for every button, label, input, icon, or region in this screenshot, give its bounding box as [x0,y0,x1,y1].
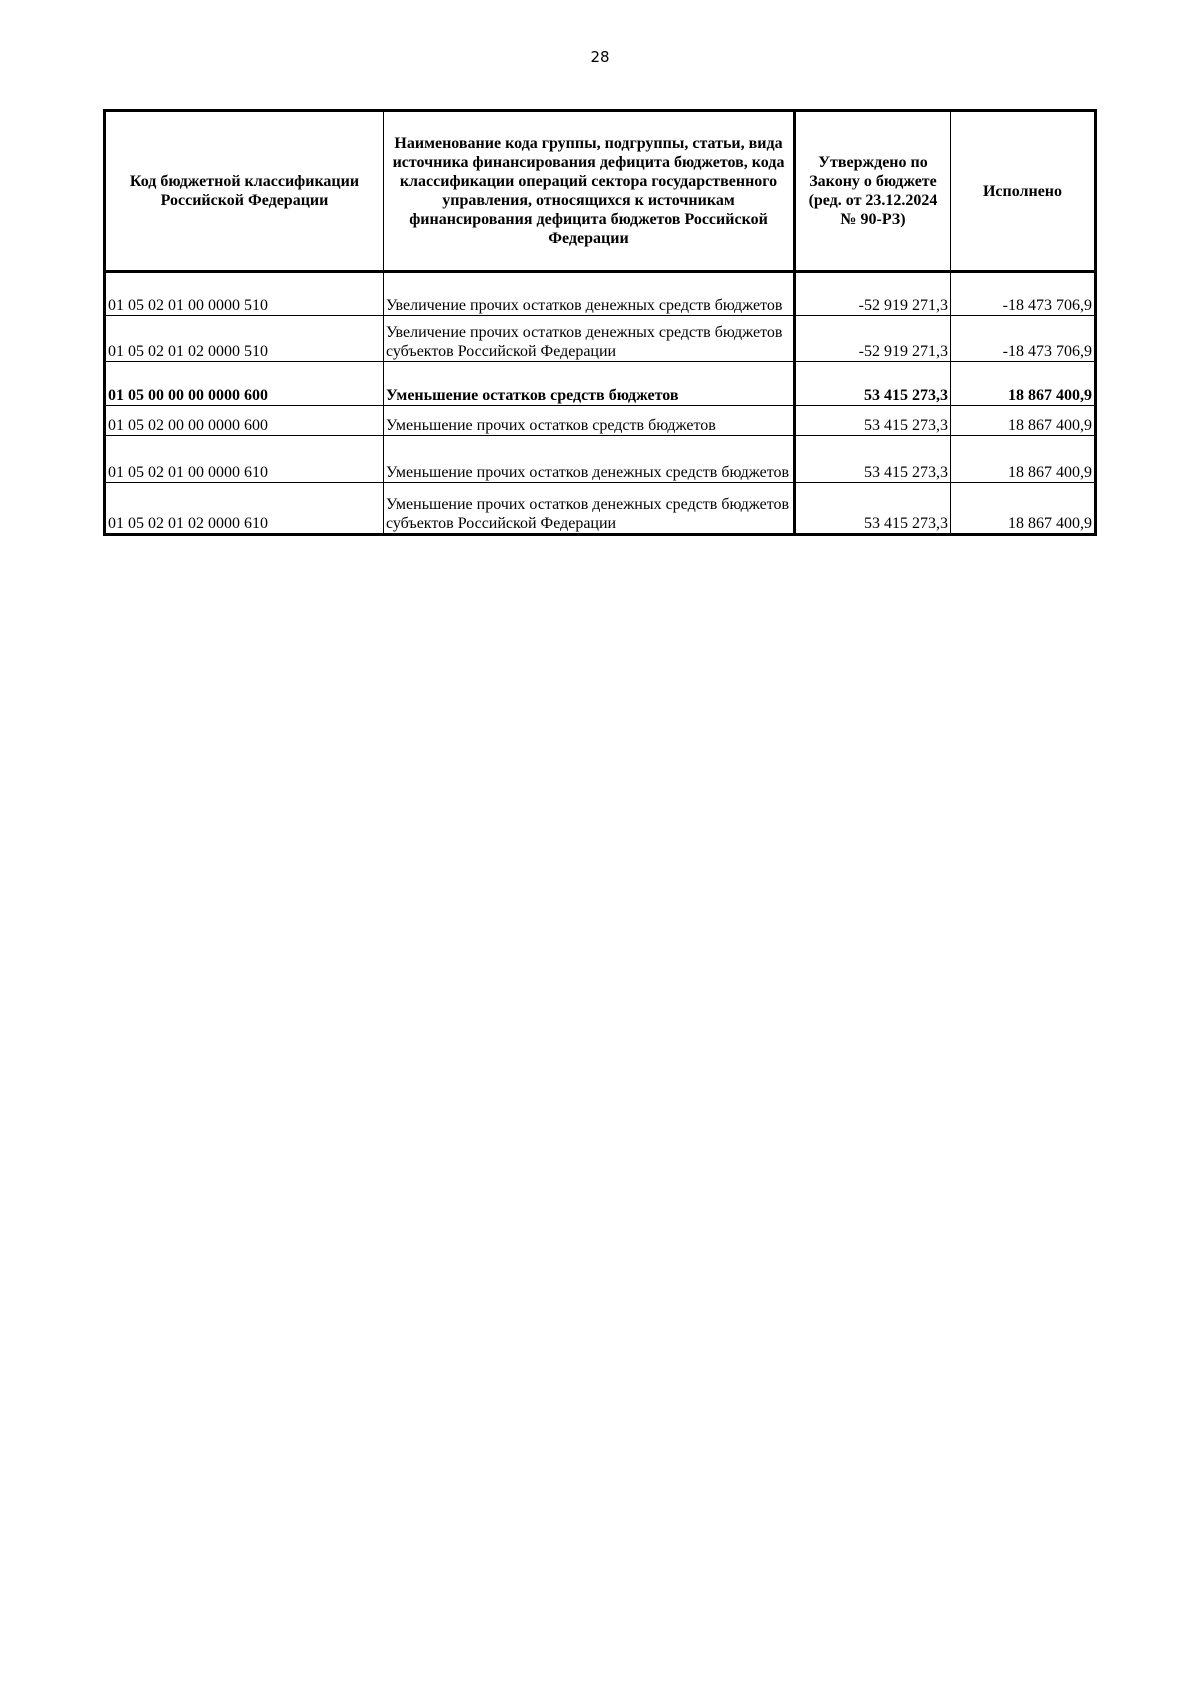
cell-name: Уменьшение остатков средств бюджетов [384,362,795,406]
cell-code: 01 05 02 01 02 0000 610 [105,483,384,535]
cell-approved: 53 415 273,3 [795,483,951,535]
cell-name: Уменьшение прочих остатков денежных средств бюджетов [384,436,795,483]
table-header [105,111,1096,272]
header-approved: Утверждено по Закону о бюджете (ред. от 23.12.2024 № 90-РЗ) [795,111,951,272]
cell-name: Уменьшение прочих остатков денежных средств бюджетов субъектов Российской Федерации [384,483,795,535]
cell-approved: 53 415 273,3 [795,436,951,483]
cell-executed: 18 867 400,9 [951,362,1096,406]
cell-approved: -52 919 271,3 [795,316,951,362]
table-row [105,436,1096,483]
cell-approved: 53 415 273,3 [795,362,951,406]
table-row-total [105,362,1096,406]
header-row [105,111,1096,272]
cell-executed: 18 867 400,9 [951,406,1096,436]
table-row [105,483,1096,535]
cell-approved: -52 919 271,3 [795,272,951,316]
cell-executed: 18 867 400,9 [951,436,1096,483]
cell-code: 01 05 02 01 02 0000 510 [105,316,384,362]
budget-sources-table [103,109,1097,536]
cell-executed: -18 473 706,9 [951,316,1096,362]
cell-code: 01 05 02 00 00 0000 600 [105,406,384,436]
table-row [105,406,1096,436]
page-number: 28 [590,48,610,66]
table-body [105,272,1096,535]
table-row [105,316,1096,362]
cell-approved: 53 415 273,3 [795,406,951,436]
header-code: Код бюджетной классификации Российской Федерации [105,111,384,272]
cell-name: Увеличение прочих остатков денежных средств бюджетов субъектов Российской Федерации [384,316,795,362]
cell-code: 01 05 02 01 00 0000 510 [105,272,384,316]
cell-executed: -18 473 706,9 [951,272,1096,316]
cell-name: Уменьшение прочих остатков средств бюджетов [384,406,795,436]
cell-name: Увеличение прочих остатков денежных средств бюджетов [384,272,795,316]
cell-code: 01 05 00 00 00 0000 600 [105,362,384,406]
header-executed: Исполнено [951,111,1096,272]
table-row [105,272,1096,316]
cell-code: 01 05 02 01 00 0000 610 [105,436,384,483]
header-name: Наименование кода группы, подгруппы, статьи, вида источника финансирования дефицита бюджетов, кода классификации операций сектора государственного управления, относящихся к источникам финансирования дефицита бюджетов Российской Федерации [384,111,795,272]
cell-executed: 18 867 400,9 [951,483,1096,535]
